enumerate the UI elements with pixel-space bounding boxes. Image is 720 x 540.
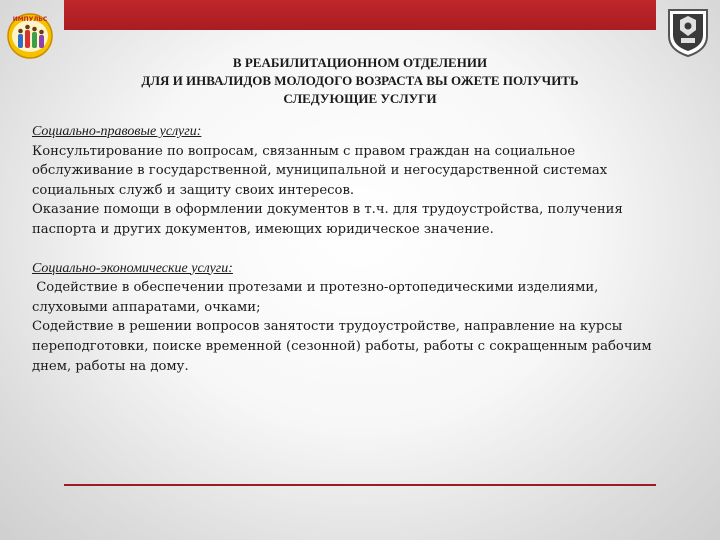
page-title: [60, 54, 660, 108]
section-economic-heading: Социально-экономические услуги:: [32, 260, 233, 276]
section-economic-line: Содействие в решении вопросов занятости трудоустройстве, направление на курсы: [32, 319, 623, 335]
section-legal-line: Консультирование по вопросам, связанным с правом граждан на социальное: [32, 143, 576, 159]
title-line-3: СЛЕДУЮЩИЕ УСЛУГИ: [283, 91, 437, 106]
title-line-1: В РЕАБИЛИТАЦИОННОМ ОТДЕЛЕНИИ: [232, 55, 488, 70]
section-legal-line: паспорта и других документов, имеющих юридическое значение.: [32, 221, 494, 237]
section-spacer: [32, 240, 692, 259]
section-legal-line: Оказание помощи в оформлении документов в т.ч. для трудоустройства, получения: [32, 202, 623, 218]
impuls-logo: [6, 8, 54, 60]
section-economic-line: Содействие в обеспечении протезами и протезно-ортопедическими изделиями,: [32, 280, 599, 296]
services-content: [32, 122, 692, 376]
section-economic-line: днем, работы на дому.: [32, 358, 189, 374]
logo-text: ИМПУЛЬС: [12, 16, 48, 23]
coat-of-arms-icon: [663, 6, 713, 58]
section-economic-line: переподготовки, поиске временной (сезонной) работы, работы с сокращенным рабочим: [32, 338, 652, 354]
title-line-2: ДЛЯ И ИНВАЛИДОВ МОЛОДОГО ВОЗРАСТА ВЫ ОЖЕТЕ ПОЛУЧИТЬ: [141, 73, 579, 88]
section-economic-line: слуховыми аппаратами, очками;: [32, 299, 261, 315]
section-legal-line: социальных служб и защиту своих интересов.: [32, 182, 355, 198]
footer-divider: [64, 484, 656, 486]
section-legal-line: обслуживание в государственной, муниципальной и негосударственной системах: [32, 163, 608, 179]
section-legal-heading: Социально-правовые услуги:: [32, 124, 202, 139]
header-bar: [64, 0, 656, 30]
